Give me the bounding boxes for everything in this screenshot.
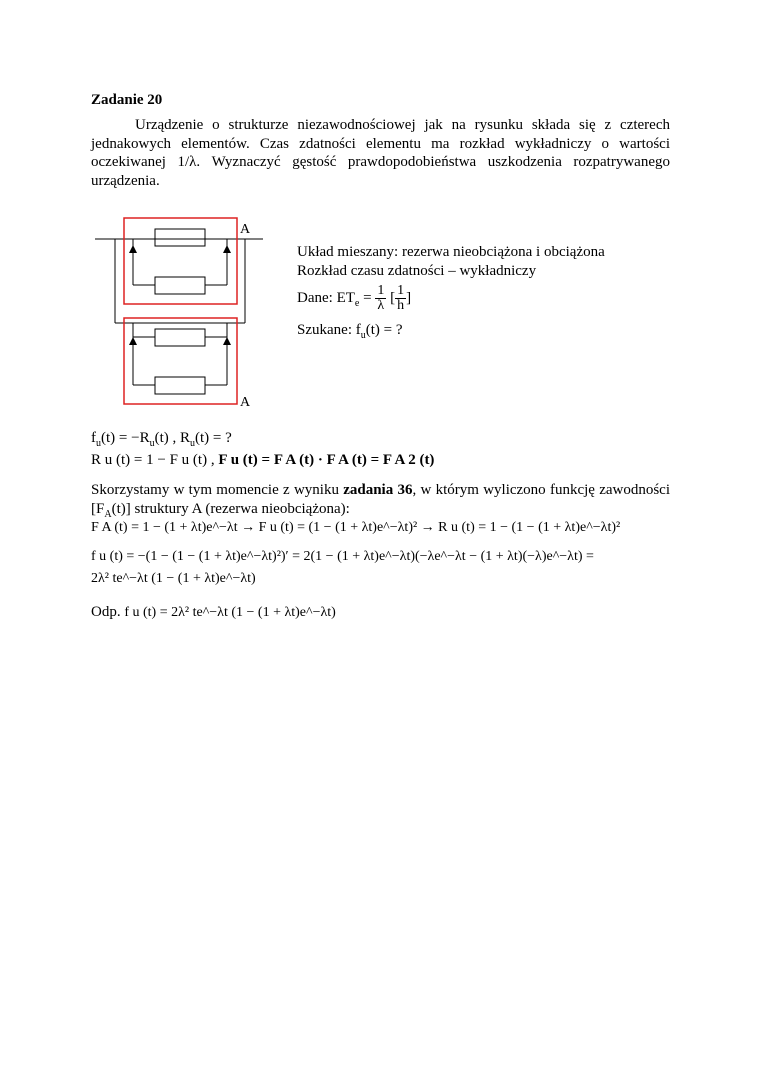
formula-fu-continued: 2λ² te^−λt (1 − (1 + λt)e^−λt) (91, 571, 256, 586)
formula-fu-derivation: f u (t) = −(1 − (1 − (1 + λt)e^−λt)²)′ = 2(1 − (1 + λt)e^−λt)(−λe^−λt − (1 + λt)(−λ)e^−λt) = (91, 549, 594, 564)
given-data: Dane: $ET_e$ = $\frac{1}{\lambda}$ [ $\frac{1}{h}$ ] (297, 283, 412, 313)
structure-a-lower-box (124, 318, 237, 404)
label-a-top: A (240, 222, 251, 237)
formula-density-def: $f_u(t) = -R_u(t)$ , $R_u(t)$ = ? (91, 430, 232, 449)
distribution-type: Rozkład czasu zdatności – wykładniczy (297, 263, 537, 279)
sought-value: Szukane: $f_u(t)$ = ? (297, 322, 403, 341)
formula-fa: F A (t) = 1 − (1 + λt)e^−λt → F u (t) = (1 − (1 + λt)e^−λt)² → R u (t) = 1 − (1 − (1 + λt)e^−λt)² (91, 520, 621, 535)
reliability-diagram (95, 215, 270, 410)
task-description: Urządzenie o strukturze niezawodnościowej jak na rysunku składa się z czterech jednakowych elementów. Czas zdatności elementu ma rozkład wykładniczy o wartości oczekiwanej 1/λ. Wyznaczyć gęstość prawdopodobieństwa uszkodzenia rozpatrywanego urządzenia. (91, 117, 670, 189)
task-heading: Zadanie 20 (91, 92, 163, 108)
structure-type: Układ mieszany: rezerwa nieobciążona i obciążona (297, 244, 605, 260)
formula-reliability: R u (t) = 1 − F u (t) , F u (t) = F A (t) · F A (t) = F A 2 (t) (91, 452, 435, 468)
answer: Odp. f u (t) = 2λ² te^−λt (1 − (1 + λt)e^−λt) (91, 604, 336, 620)
structure-a-upper-box (124, 218, 237, 304)
reference-paragraph: Skorzystamy w tym momencie z wyniku zadania 36, w którym wyliczono funkcję zawodności $[F_A(t)]$ struktury A (rezerwa nieobciążona): (91, 482, 670, 520)
label-a-bottom: A (240, 395, 251, 410)
